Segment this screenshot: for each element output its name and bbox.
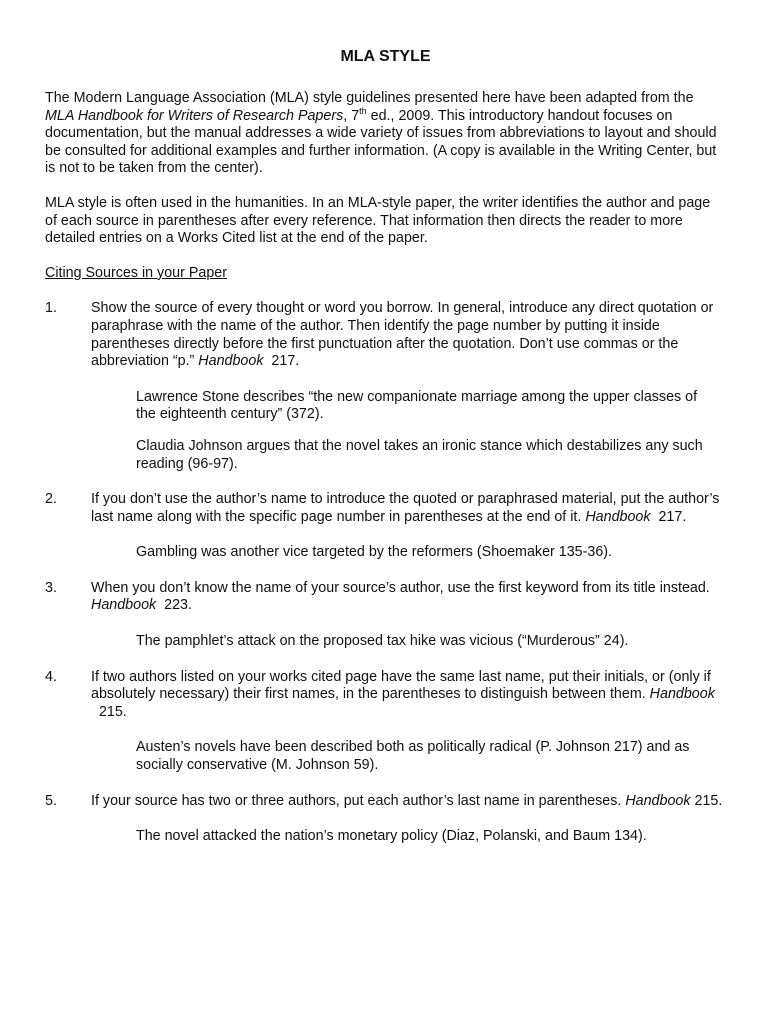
handbook-reference: Handbook — [198, 353, 264, 370]
example-quote: Gambling was another vice targeted by the reformers (Shoemaker 135-36). — [136, 544, 612, 561]
intro-text-b: , 7 — [343, 107, 360, 124]
handbook-reference: Handbook — [585, 508, 651, 525]
item-body: If two authors listed on your works cited page have the same last name, put their initials, or (only if absolutely necessary) their first names, in the parentheses to distinguish between them. — [91, 668, 711, 703]
example-quote: Austen’s novels have been described both as politically radical (P. Johnson 217) and as socially conservative (M. Johnson 59). — [136, 739, 690, 774]
example-quote: The novel attacked the nation’s monetary policy (Diaz, Polanski, and Baum 134). — [136, 828, 647, 845]
list-item-number: 3. — [45, 579, 57, 596]
item-body: If your source has two or three authors, put each author’s last name in parentheses. — [91, 792, 626, 809]
list-item-number: 4. — [45, 668, 57, 685]
list-item-text — [91, 300, 726, 370]
example-quote: Lawrence Stone describes “the new companionate marriage among the upper classes of the eighteenth century” (372). — [136, 388, 698, 423]
intro-text-a: The Modern Language Association (MLA) style guidelines presented here have been adapted from the — [45, 90, 694, 106]
list-item-4 — [45, 669, 726, 722]
book-title: MLA Handbook for Writers of Research Papers — [45, 107, 344, 124]
section-heading: Citing Sources in your Paper — [45, 264, 227, 281]
handbook-page: 215. — [91, 703, 127, 720]
list-item-text — [91, 669, 726, 722]
list-item-1 — [45, 300, 726, 370]
list-item-text — [91, 491, 726, 526]
handbook-page: 215. — [690, 792, 723, 809]
item-body: If you don’t use the author’s name to introduce the quoted or paraphrased material, put the author’s last name along with the specific page number in parentheses at the end of it. — [91, 491, 720, 525]
list-item-2 — [45, 491, 726, 526]
item-body: When you don’t know the name of your source’s author, use the first keyword from its title instead. — [91, 579, 710, 596]
item-body: Show the source of every thought or word you borrow. In general, introduce any direct quotation or paraphrase with the name of the author. Then identify the page number by putting it inside parentheses directly before the first punctuation after the quotation. Don’t use commas or the abbreviation “p.” — [91, 300, 714, 370]
list-item-number: 1. — [45, 300, 57, 317]
handbook-reference: Handbook — [91, 597, 157, 614]
list-item-5 — [45, 793, 726, 811]
list-item-number: 2. — [45, 491, 57, 508]
example-quote: The pamphlet’s attack on the proposed tax hike was vicious (“Murderous” 24). — [136, 633, 629, 650]
example-quote: Claudia Johnson argues that the novel takes an ironic stance which destabilizes any such reading (96-97). — [136, 437, 703, 472]
list-item-3 — [45, 580, 726, 615]
intro-paragraph-1 — [45, 90, 726, 178]
list-item-number: 5. — [45, 792, 57, 809]
intro-paragraph-2: MLA style is often used in the humanities. In an MLA-style paper, the writer identifies the author and page of each source in parentheses after every reference. That information then directs the reader to more detailed entries on a Works Cited list at the end of the paper. — [45, 194, 711, 247]
list-item-text — [91, 580, 726, 615]
handbook-page: 217. — [650, 508, 687, 525]
handbook-page: 217. — [263, 353, 300, 370]
handbook-reference: Handbook — [649, 686, 715, 703]
intro-text-c: ed., 2009. This introductory handout focuses on documentation, but the manual addresses a wide variety of issues from abbreviations to layout and should be consulted for additional examples and further information. (A copy is available in the Writing Center, but is not to be taken from the center). — [45, 107, 717, 177]
page-title: MLA STYLE — [340, 48, 431, 65]
handbook-reference: Handbook — [625, 792, 691, 809]
list-item-text — [91, 793, 726, 811]
handbook-page: 223. — [156, 597, 192, 614]
edition-superscript: th — [359, 105, 367, 116]
